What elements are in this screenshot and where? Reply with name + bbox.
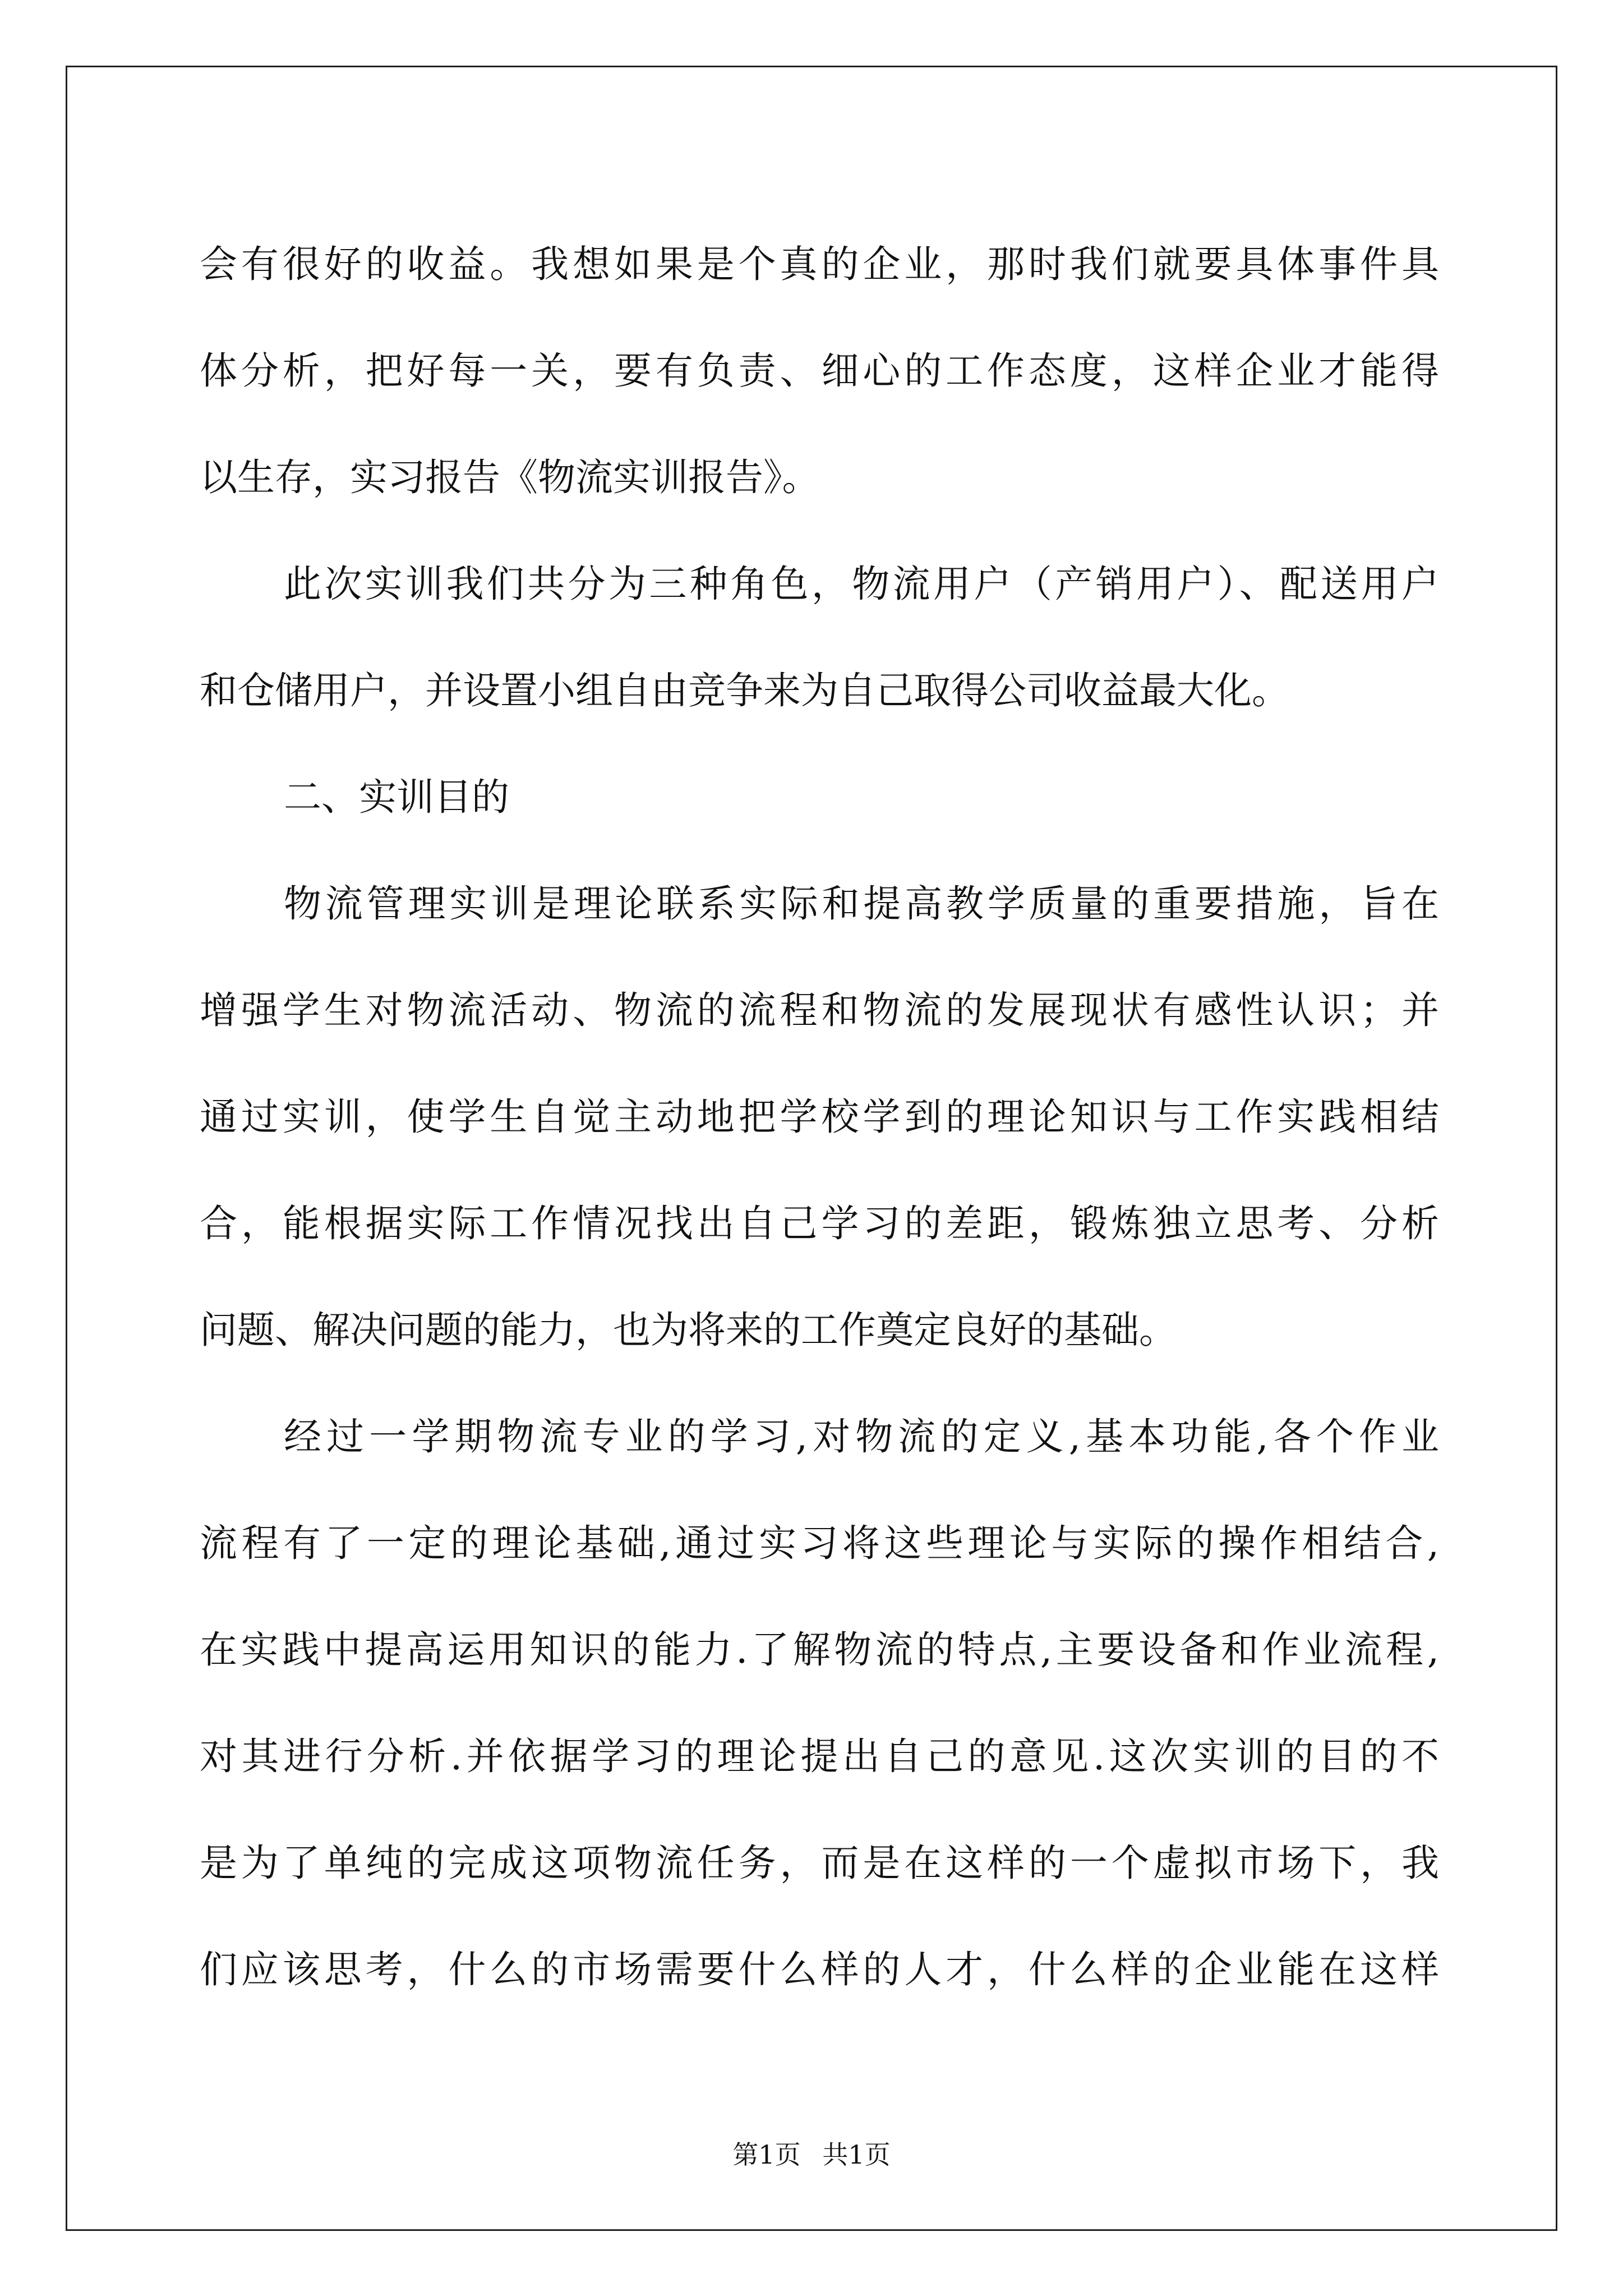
text-line: 经过一学期物流专业的学习,对物流的定义,基本功能,各个作业 xyxy=(284,1415,1439,1458)
text-line: 在实践中提高运用知识的能力.了解物流的特点,主要设备和作业流程, xyxy=(200,1628,1439,1672)
page-total: 共1页 xyxy=(822,2139,891,2170)
text-line: 流程有了一定的理论基础,通过实习将这些理论与实际的操作相结合, xyxy=(200,1521,1439,1565)
text-line: 此次实训我们共分为三种角色，物流用户（产销用户）、配送用户 xyxy=(284,562,1439,606)
text-line: 们应该思考，什么的市场需要什么样的人才，什么样的企业能在这样 xyxy=(200,1948,1439,1991)
page-number: 第1页 xyxy=(732,2139,801,2170)
text-line: 对其进行分析.并依据学习的理论提出自己的意见.这次实训的目的不 xyxy=(200,1734,1439,1778)
text-line: 物流管理实训是理论联系实际和提高教学质量的重要措施，旨在 xyxy=(284,882,1439,926)
text-line: 是为了单纯的完成这项物流任务，而是在这样的一个虚拟市场下，我 xyxy=(200,1841,1439,1885)
document-body xyxy=(200,211,1439,2023)
page-footer xyxy=(0,2134,1623,2171)
text-line: 以生存，实习报告《物流实训报告》。 xyxy=(200,455,820,499)
text-line: 二、实训目的 xyxy=(284,775,509,819)
text-line: 增强学生对物流活动、物流的流程和物流的发展现状有感性认识；并 xyxy=(200,988,1439,1032)
text-line: 通过实训，使学生自觉主动地把学校学到的理论知识与工作实践相结 xyxy=(200,1095,1439,1139)
text-line: 会有很好的收益。我想如果是个真的企业，那时我们就要具体事件具 xyxy=(200,242,1439,286)
text-line: 和仓储用户，并设置小组自由竞争来为自己取得公司收益最大化。 xyxy=(200,669,1289,712)
text-line: 问题、解决问题的能力，也为将来的工作奠定良好的基础。 xyxy=(200,1308,1177,1352)
text-line: 体分析，把好每一关，要有负责、细心的工作态度，这样企业才能得 xyxy=(200,349,1439,393)
text-line: 合，能根据实际工作情况找出自己学习的差距，锻炼独立思考、分析 xyxy=(200,1202,1439,1245)
